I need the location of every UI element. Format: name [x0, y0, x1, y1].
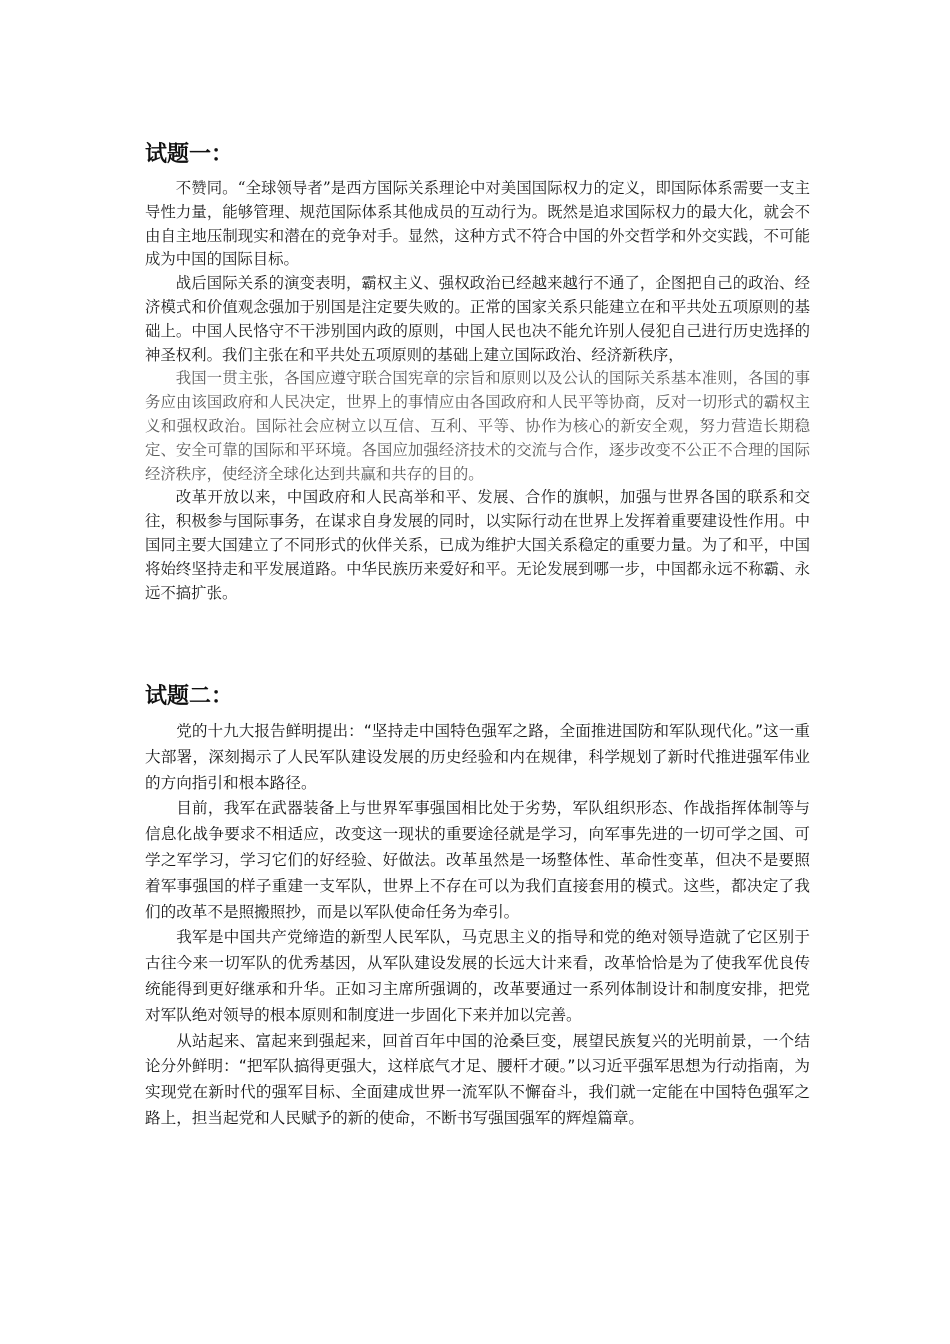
answer-paragraph: 改革开放以来，中国政府和人民高举和平、发展、合作的旗帜，加强与世界各国的联系和交往，积极参与国际事务，在谋求自身发展的同时，以实际行动在世界上发挥着重要建设性作用。中国同主要大国建立了不同形式的伙伴关系，已成为维护大国关系稳定的重要力量。为了和平，中国将始终坚持走和平发展道路。中华民族历来爱好和平。无论发展到哪一步，中国都永远不称霸、永远不搞扩张。: [145, 488, 810, 602]
answer-paragraph: 我国一贯主张，各国应遵守联合国宪章的宗旨和原则以及公认的国际关系基本准则，各国的事务应由该国政府和人民决定，世界上的事情应由各国政府和人民平等协商，反对一切形式的霸权主义和强权政治。国际社会应树立以互信、互利、平等、协作为核心的新安全观，努力营造长期稳定、安全可靠的国际和平环境。各国应加强经济技术的交流与合作，逐步改变不公正不合理的国际经济秩序，使经济全球化达到共赢和共存的目的。: [145, 369, 810, 483]
answer-paragraph: 战后国际关系的演变表明，霸权主义、强权政治已经越来越行不通了，企图把自己的政治、经济模式和价值观念强加于别国是注定要失败的。正常的国家关系只能建立在和平共处五项原则的基础上。中国人民恪守不干涉别国内政的原则，中国人民也决不能允许别人侵犯自己进行历史选择的神圣权利。我们主张在和平共处五项原则的基础上建立国际政治、经济新秩序，: [145, 274, 810, 364]
question-two-section: [145, 683, 810, 1132]
question-two-heading: 试题二：: [145, 684, 234, 709]
answer-paragraph: 不赞同。“全球领导者”是西方国际关系理论中对美国国际权力的定义，即国际体系需要一支主导性力量，能够管理、规范国际体系其他成员的互动行为。既然是追求国际权力的最大化，就会不由自主地压制现实和潜在的竞争对手。显然，这种方式不符合中国的外交哲学和外交实践，不可能成为中国的国际目标。: [145, 179, 810, 269]
answer-paragraph: 从站起来、富起来到强起来，回首百年中国的沧桑巨变，展望民族复兴的光明前景，一个结论分外鲜明：“把军队搞得更强大，这样底气才足、腰杆才硬。”以习近平强军思想为行动指南，为实现党在新时代的强军目标、全面建成世界一流军队不懈奋斗，我们就一定能在中国特色强军之路上，担当起党和人民赋予的新的使命，不断书写强国强军的辉煌篇章。: [145, 1031, 810, 1127]
question-one-heading: 试题一：: [145, 142, 234, 167]
answer-paragraph: 我军是中国共产党缔造的新型人民军队，马克思主义的指导和党的绝对领导造就了它区别于古往今来一切军队的优秀基因，从军队建设发展的长远大计来看，改革恰恰是为了使我军优良传统能得到更好继承和升华。正如习主席所强调的，改革要通过一系列体制设计和制度安排，把党对军队绝对领导的根本原则和制度进一步固化下来并加以完善。: [145, 928, 810, 1024]
answer-paragraph: 目前，我军在武器装备上与世界军事强国相比处于劣势，军队组织形态、作战指挥体制等与信息化战争要求不相适应，改变这一现状的重要途径就是学习，向军事先进的一切可学之国、可学之军学习，学习它们的好经验、好做法。改革虽然是一场整体性、革命性变革，但决不是要照着军事强国的样子重建一支军队，世界上不存在可以为我们直接套用的模式。这些，都决定了我们的改革不是照搬照抄，而是以军队使命任务为牵引。: [145, 799, 810, 921]
question-one-section: [145, 141, 810, 605]
answer-paragraph: 党的十九大报告鲜明提出：“坚持走中国特色强军之路，全面推进国防和军队现代化。”这一重大部署，深刻揭示了人民军队建设发展的历史经验和内在规律，科学规划了新时代推进强军伟业的方向指引和根本路径。: [145, 722, 810, 792]
